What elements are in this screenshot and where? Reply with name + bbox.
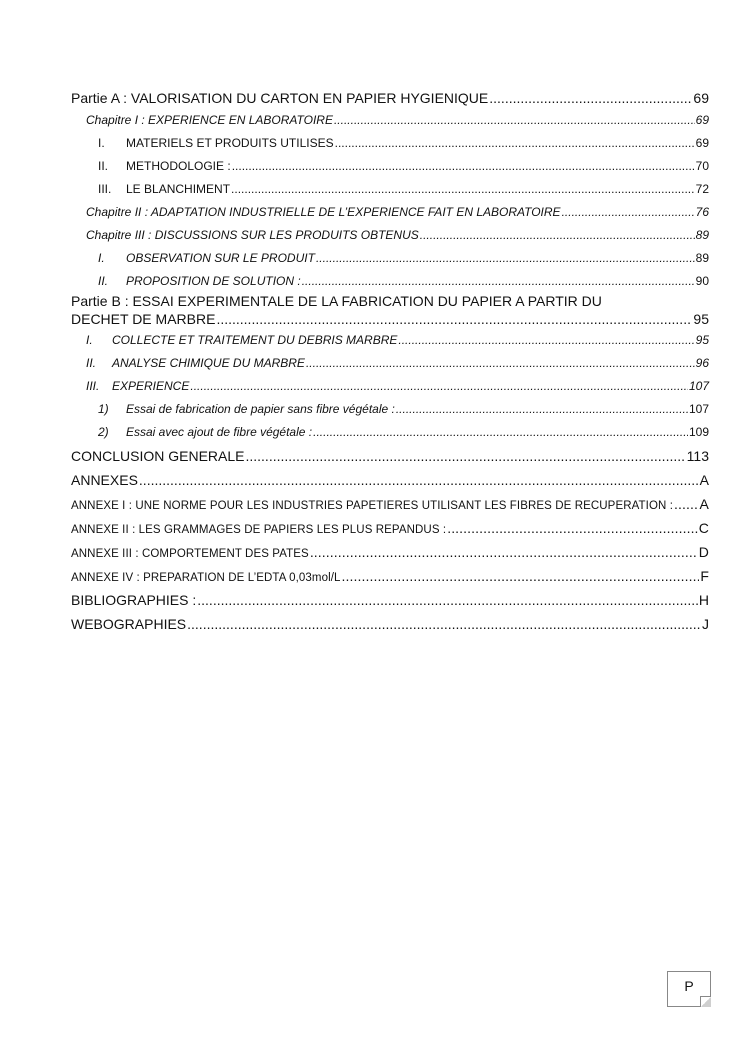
- dot-leader: [187, 612, 701, 636]
- toc-entry-number: III.: [98, 182, 112, 196]
- toc-entry-page: 90: [695, 274, 709, 288]
- toc-entry-label: Partie B : ESSAI EXPERIMENTALE DE LA FABRICATION DU PAPIER A PARTIR DU: [71, 293, 602, 309]
- toc-entry-page: A: [699, 496, 709, 512]
- toc-entry-label: OBSERVATION SUR LE PRODUIT: [126, 251, 315, 265]
- toc-entry-label: ANNEXE II : LES GRAMMAGES DE PAPIERS LES PLUS REPANDUS :: [71, 524, 447, 536]
- dot-leader: [398, 329, 694, 352]
- toc-entry-label: METHODOLOGIE :: [126, 159, 231, 173]
- toc-entry-blanchiment[interactable]: [71, 178, 709, 201]
- toc-entry-label: COLLECTE ET TRAITEMENT DU DEBRIS MARBRE: [112, 333, 398, 347]
- toc-entry-annexe-3[interactable]: [71, 540, 709, 564]
- toc-entry-page: H: [698, 592, 709, 608]
- page-corner-fold-icon: [700, 996, 711, 1007]
- toc-entry-label: ANNEXE I : UNE NORME POUR LES INDUSTRIES PAPETIERES UTILISANT LES FIBRES DE RECUPERATION :: [71, 500, 674, 512]
- dot-leader: [342, 564, 700, 588]
- toc-entry-page: A: [699, 472, 709, 488]
- toc-entry-number: II.: [86, 356, 97, 370]
- toc-entry-annexes[interactable]: [71, 468, 709, 492]
- toc-entry-label: BIBLIOGRAPHIES :: [71, 592, 197, 608]
- toc-entry-page: 69: [695, 113, 709, 127]
- toc-entry-number: III.: [86, 379, 100, 393]
- toc-entry-analyse[interactable]: [71, 352, 709, 375]
- toc-entry-number: I.: [98, 251, 105, 265]
- toc-entry-label: Chapitre II : ADAPTATION INDUSTRIELLE DE L’EXPERIENCE FAIT EN LABORATOIRE: [86, 205, 561, 219]
- dot-leader: [562, 201, 695, 224]
- toc-entry-page: 69: [695, 136, 709, 150]
- toc-entry-proposition[interactable]: [71, 270, 709, 293]
- toc-entry-label: LE BLANCHIMENT: [126, 182, 231, 196]
- toc-entry-conclusion[interactable]: [71, 444, 709, 468]
- dot-leader: [190, 375, 688, 398]
- toc-entry-label: PROPOSITION DE SOLUTION :: [126, 274, 301, 288]
- toc-entry-essai-1[interactable]: [71, 398, 709, 421]
- dot-leader: [335, 132, 695, 155]
- toc-entry-page: J: [702, 616, 709, 632]
- toc-entry-label: Essai de fabrication de papier sans fibre végétale :: [126, 402, 395, 416]
- dot-leader: [231, 178, 695, 201]
- toc-entry-methodologie[interactable]: [71, 155, 709, 178]
- toc-entry-page: 95: [695, 333, 709, 347]
- dot-leader: [489, 87, 692, 109]
- toc-entry-label: DECHET DE MARBRE: [71, 311, 216, 327]
- toc-entry-page: 107: [688, 402, 709, 416]
- toc-entry-page: 76: [695, 205, 709, 219]
- toc-entry-annexe-4[interactable]: [71, 564, 709, 588]
- toc-entry-annexe-1[interactable]: [71, 492, 709, 516]
- toc-entry-label: ANNEXE III : COMPORTEMENT DES PATES: [71, 548, 309, 560]
- toc-entry-page: 69: [693, 90, 709, 106]
- toc-entry-label: Essai avec ajout de fibre végétale :: [126, 425, 313, 439]
- page-number: P: [684, 978, 694, 994]
- toc-entry-label: Chapitre III : DISCUSSIONS SUR LES PRODUITS OBTENUS: [86, 228, 419, 242]
- dot-leader: [302, 270, 695, 293]
- toc-entry-page: F: [700, 568, 709, 584]
- dot-leader: [245, 444, 685, 468]
- toc-entry-number: II.: [98, 274, 109, 288]
- toc-entry-label: CONCLUSION GENERALE: [71, 448, 245, 464]
- toc-entry-essai-2[interactable]: [71, 421, 709, 444]
- toc-entry-label: ANNEXES: [71, 472, 138, 488]
- toc-entry-page: 89: [695, 251, 709, 265]
- toc-entry-bibliographies[interactable]: [71, 588, 709, 612]
- dot-leader: [674, 492, 699, 516]
- toc-entry-page: 95: [693, 311, 709, 327]
- toc-entry-label: ANALYSE CHIMIQUE DU MARBRE: [112, 356, 305, 370]
- toc-entry-page: 70: [695, 159, 709, 173]
- toc-entry-page: 107: [688, 379, 709, 393]
- dot-leader: [316, 247, 695, 270]
- toc-entry-page: 109: [688, 425, 709, 439]
- toc-entry-page: C: [698, 520, 709, 536]
- dot-leader: [197, 588, 698, 612]
- toc-entry-label: MATERIELS ET PRODUITS UTILISES: [126, 136, 334, 150]
- dot-leader: [420, 224, 695, 247]
- dot-leader: [313, 421, 688, 444]
- toc-entry-label: Chapitre I : EXPERIENCE EN LABORATOIRE: [86, 113, 333, 127]
- toc-entry-label-line2: [71, 311, 709, 329]
- toc-entry-label: ANNEXE IV : PREPARATION DE L’EDTA 0,03mol/L: [71, 572, 341, 584]
- dot-leader: [139, 468, 699, 492]
- toc-entry-chapitre-3[interactable]: [71, 224, 709, 247]
- toc-entry-page: 113: [686, 448, 709, 464]
- toc-entry-number: I.: [86, 333, 93, 347]
- toc-entry-chapitre-1[interactable]: [71, 109, 709, 132]
- dot-leader: [396, 398, 688, 421]
- dot-leader: [310, 540, 698, 564]
- dot-leader: [232, 155, 695, 178]
- toc-entry-materiels[interactable]: [71, 132, 709, 155]
- toc-entry-partie-a[interactable]: [71, 87, 709, 109]
- dot-leader: [306, 352, 695, 375]
- toc-entry-page: 96: [695, 356, 709, 370]
- toc-entry-chapitre-2[interactable]: [71, 201, 709, 224]
- toc-entry-observation[interactable]: [71, 247, 709, 270]
- toc-entry-label: WEBOGRAPHIES: [71, 616, 187, 632]
- dot-leader: [334, 109, 695, 132]
- dot-leader: [216, 311, 692, 328]
- dot-leader: [447, 516, 698, 540]
- toc-entry-number: I.: [98, 136, 105, 150]
- toc-entry-partie-b[interactable]: [71, 293, 709, 329]
- toc-entry-experience[interactable]: [71, 375, 709, 398]
- toc-entry-label: Partie A : VALORISATION DU CARTON EN PAPIER HYGIENIQUE: [71, 90, 489, 106]
- toc-entry-annexe-2[interactable]: [71, 516, 709, 540]
- table-of-contents: [71, 87, 709, 636]
- toc-entry-page: D: [698, 544, 709, 560]
- toc-entry-page: 89: [695, 228, 709, 242]
- toc-entry-number: II.: [98, 159, 109, 173]
- toc-entry-number: 1): [98, 402, 109, 416]
- toc-entry-collecte[interactable]: [71, 329, 709, 352]
- page-number-box: [667, 971, 711, 1007]
- toc-entry-number: 2): [98, 425, 109, 439]
- toc-entry-webographies[interactable]: [71, 612, 709, 636]
- toc-entry-label: EXPERIENCE: [112, 379, 190, 393]
- toc-entry-page: 72: [695, 182, 709, 196]
